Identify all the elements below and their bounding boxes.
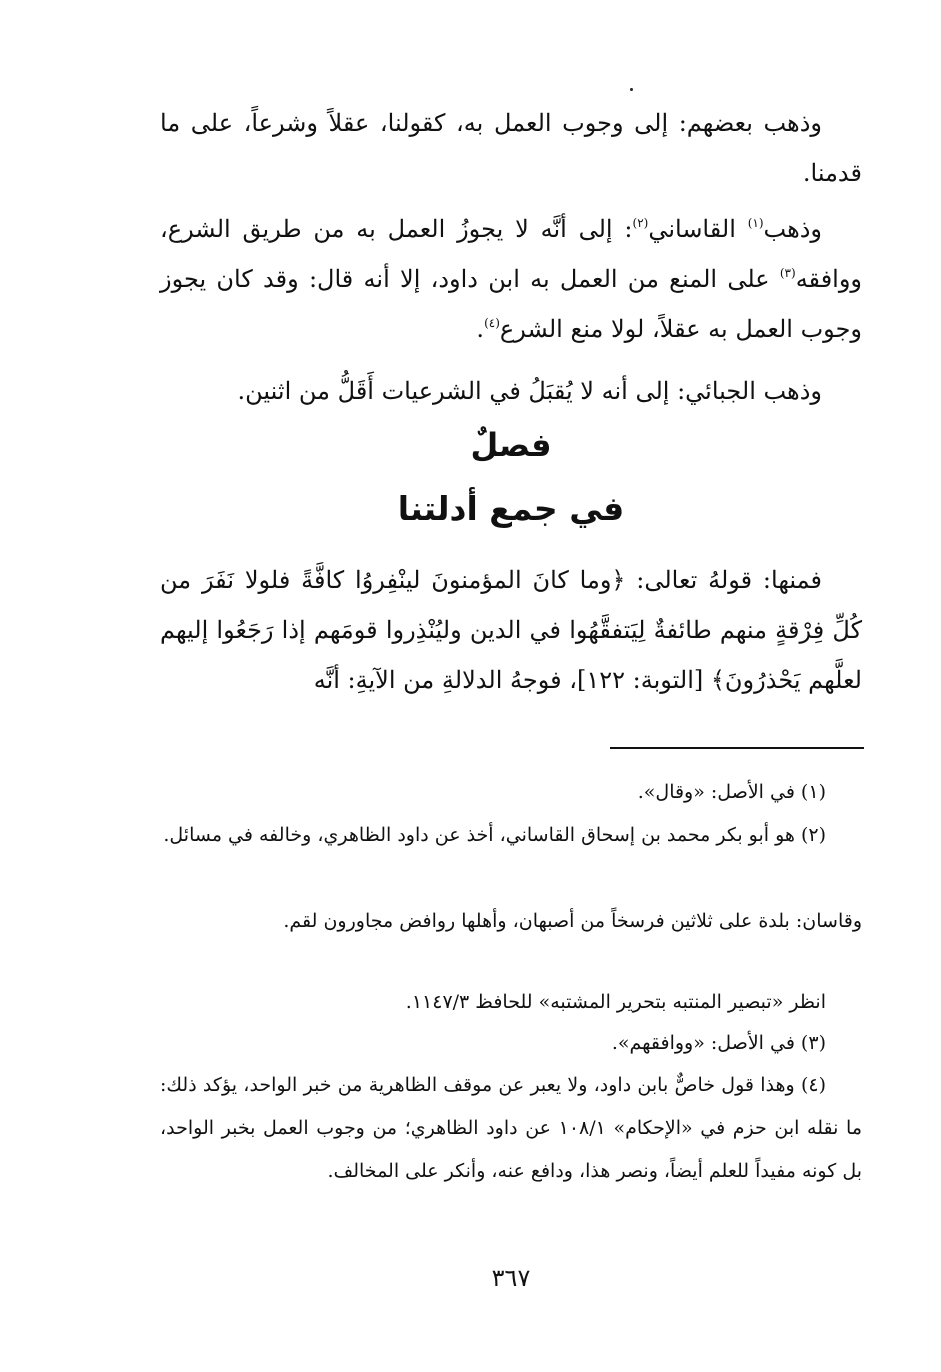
footnote-text: (١) في الأصل: «وقال». [637, 781, 826, 803]
footnote-mark-2[interactable]: (٢) [632, 216, 649, 230]
footnote-4 [160, 1064, 862, 1193]
footnote-text: (٢) هو أبو بكر محمد بن إسحاق القاساني، أخذ عن داود الظاهري، وخالفه في مسائل. [163, 824, 826, 846]
paragraph-evidence [160, 555, 862, 705]
footnote-2-reference [160, 981, 862, 1024]
section-heading: فصلٌ [470, 426, 552, 464]
stray-dot [630, 88, 633, 91]
footnote-text: وقاسان: بلدة على ثلاثين فرسخاً من أصبهان، وأهلها روافض مجاورون لقم. [283, 910, 862, 932]
paragraph-opinion-qasani [160, 204, 862, 354]
footnote-2-place [160, 900, 862, 943]
paragraph-opinion-some [160, 98, 862, 198]
footnote-text: (٣) في الأصل: «ووافقهم». [611, 1032, 826, 1054]
paragraph-text: القاساني [648, 215, 748, 243]
footnote-mark-4[interactable]: (٤) [484, 316, 500, 330]
footnote-text: (٤) وهذا قول خاصٌّ بابن داود، ولا يعبر عن موقف الظاهرية من خبر الواحد، يؤكد ذلك: ما نقله ابن حزم في «الإحكام» ١٠٨/١ عن داود الظاهري؛ من وجوب العمل بخبر الواحد، بل كونه مفيداً للعلم أيضاً، ونصر هذا، ودافع عنه، وأنكر على المخالف. [160, 1074, 862, 1182]
paragraph-text: فمنها: قولهُ تعالى: ﴿وما كانَ المؤمنونَ لينْفِروُا كافَّةً فلولا نَفَرَ من كُلِّ فِرْقةٍ منهم طائفةٌ لِيَتفقَّهُوا في الدين وليُنْذِروا قومَهم إذا رَجَعُوا إليهم لعلَّهم يَحْذرُونَ﴾ [التوبة: ١٢٢]، فوجهُ الدلالةِ من الآيةِ: أنَّه [160, 566, 862, 694]
footnote-3 [160, 1022, 862, 1065]
paragraph-text: . [476, 315, 485, 343]
paragraph-text: وذهب بعضهم: إلى وجوب العمل به، كقولنا، عقلاً وشرعاً، على ما قدمنا. [160, 109, 862, 187]
paragraph-text: : إلى أنَّه لا يجوزُ العمل به من طريق الشرع، ووافقه [160, 215, 863, 293]
page-number: ٣٦٧ [491, 1264, 531, 1292]
section-subtitle: في جمع أدلتنا [397, 489, 625, 528]
paragraph-opinion-jubbai [160, 366, 862, 416]
footnote-separator [610, 747, 864, 749]
paragraph-text: وذهب الجبائي: إلى أنه لا يُقبَلُ في الشرعيات أَقَلُّ من اثنين. [237, 377, 822, 405]
footnote-mark-1[interactable]: (١) [747, 216, 764, 230]
paragraph-text: وذهب [763, 215, 823, 243]
footnote-text: انظر «تبصير المنتبه بتحرير المشتبه» للحافظ ١١٤٧/٣. [405, 991, 826, 1013]
footnote-2 [160, 814, 862, 857]
paragraph-text: على المنع من العمل به ابن داود، إلا أنه قال: وقد كان يجوز وجوب العمل به عقلاً، لولا منع الشرع [160, 265, 862, 343]
footnote-mark-3[interactable]: (٣) [779, 266, 796, 280]
footnote-1 [160, 771, 862, 814]
